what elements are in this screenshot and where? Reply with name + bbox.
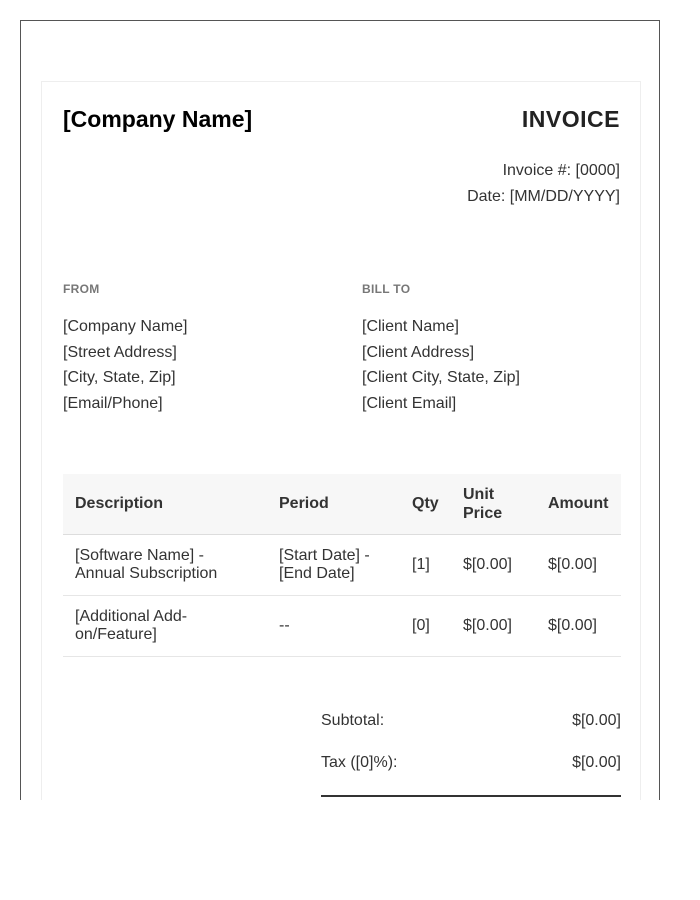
row-period: [Start Date] - [End Date] [267,534,400,595]
client-name: [Client Name] [362,318,459,335]
invoice-meta [467,158,620,210]
from-block [63,282,188,417]
totals-block [321,700,621,797]
company-name-heading: [Company Name] [63,106,253,132]
header-period: Period [267,474,400,534]
row-unit-price: $[0.00] [451,595,536,656]
table-header-row [63,474,621,534]
invoice-number: Invoice #: [0000] [502,162,620,179]
row-qty: [1] [400,534,451,595]
tax-label: Tax ([0]%): [321,754,398,771]
bill-to-label: BILL TO [362,282,411,296]
row-description: [Additional Add-on/Feature] [63,595,267,656]
tax-value: $[0.00] [572,754,621,771]
invoice-date: Date: [MM/DD/YYYY] [467,188,620,205]
row-qty: [0] [400,595,451,656]
row-amount: $[0.00] [536,534,621,595]
from-email-phone: [Email/Phone] [63,395,163,413]
from-label: FROM [63,282,100,296]
header-qty: Qty [400,474,451,534]
row-amount: $[0.00] [536,595,621,656]
client-address: [Client Address] [362,343,475,361]
row-description: [Software Name] - Annual Subscription [63,534,267,595]
header-description: Description [63,474,267,534]
from-street-address: [Street Address] [63,343,177,361]
line-items-table [63,474,621,657]
header-unit-price: Unit Price [451,474,536,534]
row-unit-price: $[0.00] [451,534,536,595]
invoice-title: INVOICE [521,106,620,132]
subtotal-label: Subtotal: [321,712,385,729]
table-row [63,595,621,656]
document-frame [20,20,660,800]
client-email: [Client Email] [362,395,457,413]
table-row [63,534,621,595]
invoice-sheet [41,81,641,800]
from-company-name: [Company Name] [63,318,188,335]
subtotal-value: $[0.00] [572,712,621,729]
header-amount: Amount [536,474,621,534]
subtotal-row [321,700,621,742]
from-city-state-zip: [City, State, Zip] [63,369,176,387]
row-period: -- [267,595,400,656]
bill-to-block [362,282,520,417]
totals-divider [321,795,621,797]
tax-row [321,742,621,784]
client-city-state-zip: [Client City, State, Zip] [362,369,520,387]
